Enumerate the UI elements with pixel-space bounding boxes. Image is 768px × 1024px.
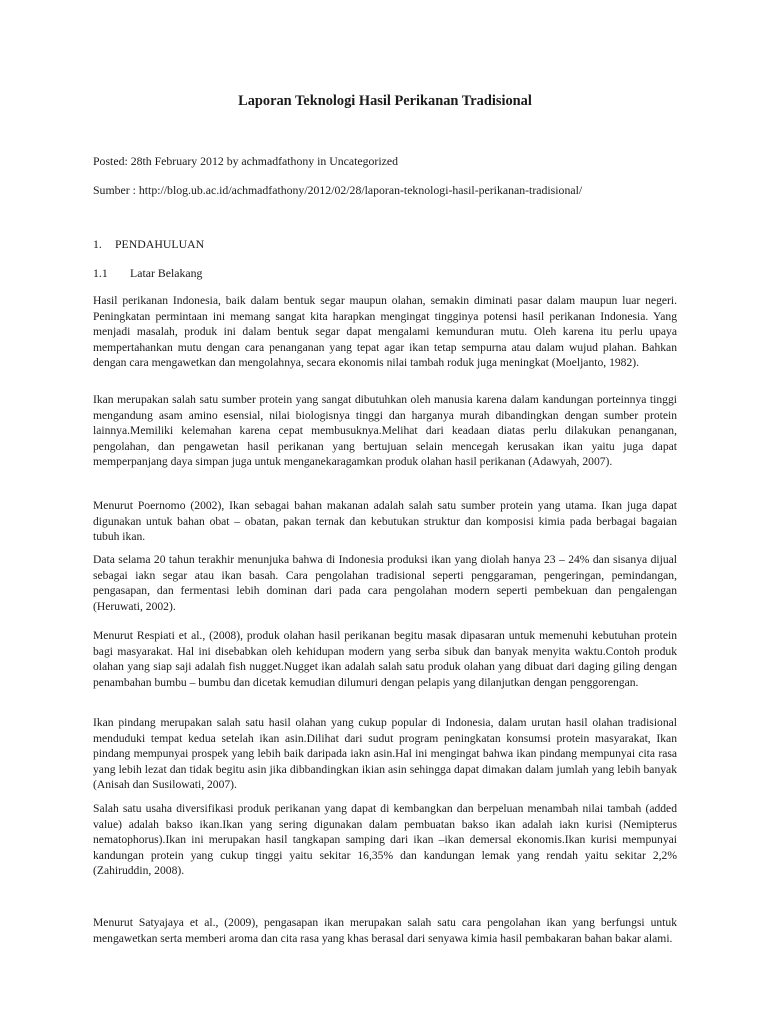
section-title: PENDAHULUAN [115, 237, 205, 251]
paragraph-4: Data selama 20 tahun terakhir menunjuka bahwa di Indonesia produksi ikan yang diolah hanya 23 – 24% dan sisanya dijual sebagai iakn segar atau ikan basah. Cara pengolahan tradisional seperti penggaraman, pengeringan, pemindangan, pengasapan, dan fermentasi lebih dominan dari pada cara pengolahan modern seperti pembekuan dan pengalengan (Heruwati, 2002). [93, 553, 677, 613]
source-line: Sumber : http://blog.ub.ac.id/achmadfathony/2012/02/28/laporan-teknologi-hasil-perikanan-tradisional/ [93, 183, 583, 197]
paragraph-7: Salah satu usaha diversifikasi produk perikanan yang dapat di kembangkan dan berpeluan menambah nilai tambah (added value) adalah bakso ikan.Ikan yang sering digunakan dalam pembuatan bakso ikan adalah iakn kurisi (Nemipterus nematophorus).Ikan ini merupakan hasil tangkapan samping dari ikan –ikan demersal ekonomis.Ikan kurisi mempunyai kandungan protein yang cukup tinggi yaitu sekitar 16,35% dan kandungan lemak yang rendah yaitu sekitar 2,2% (Zahiruddin, 2008). [93, 802, 677, 878]
paragraph-6: Ikan pindang merupakan salah satu hasil olahan yang cukup popular di Indonesia, dalam urutan hasil olahan tradisional menduduki tempat kedua setelah ikan asin.Dilihat dari sudut program peningkatan konsumsi protein masyarakat, Ikan pindang mempunyai prospek yang lebih baik daripada iakn asin.Hal ini mengingat bahwa ikan pindang mempunyai cita rasa yang lebih lezat dan tidak begitu asin jika dibbandingkan ikian asin sehingga dapat dimakan dalam jumlah yang lebih banyak (Anisah dan Susilowati, 2007). [93, 716, 677, 792]
posted-line: Posted: 28th February 2012 by achmadfathony in Uncategorized [93, 154, 399, 168]
section-heading-1-1 [93, 265, 202, 281]
section-number: 1.1 [93, 266, 108, 280]
section-title: Latar Belakang [130, 266, 203, 280]
section-number: 1. [93, 237, 102, 251]
paragraph-1: Hasil perikanan Indonesia, baik dalam bentuk segar maupun olahan, semakin diminati pasar dalam maupun luar negeri. Peningkatan permintaan ini memang sangat kita harapkan mengingat tingginya potensi hasil perikanan Indonesia. Yang menjadi masalah, produk ini dalam bentuk segar dapat mengalami kemunduran mutu. Oleh karena itu perlu upaya mempertahankan mutu dengan cara penanganan yang tepat agar ikan tetap sempurna atau dalam wujud plahan. Bahkan dengan cara mengawetkan dan mengolahnya, secara ekonomis nilai tambah roduk juga meningkat (Moeljanto, 1982). [93, 294, 677, 370]
paragraph-3: Menurut Poernomo (2002), Ikan sebagai bahan makanan adalah salah satu sumber protein yang utama. Ikan juga dapat digunakan untuk bahan obat – obatan, pakan ternak dan kebutukan struktur dan komposisi kimia pada berbagai bagaian tubuh ikan. [93, 499, 677, 544]
paragraph-2: Ikan merupakan salah satu sumber protein yang sangat dibutuhkan oleh manusia karena dalam kandungan porteinnya tinggi mengandung asam amino esensial, nilai biologisnya tinggi dan harganya murah dibandingkan dengan sumber protein lainnya.Memiliki kelemahan karena cepat membusuknya.Melihat dari keadaan diatas perlu dilakukan penanganan, pengolahan, dan pengawetan hasil perikanan yang bertujuan selain mencegah kerusakan ikan yaitu juga dapat memperpanjang daya simpan juga untuk menganekaragamkan produk olahan hasil perikanan (Adawyah, 2007). [93, 393, 677, 469]
paragraph-5: Menurut Respiati et al., (2008), produk olahan hasil perikanan begitu masak dipasaran untuk memenuhi kebutuhan protein bagi masyarakat. Hal ini disebabkan oleh kehidupan modern yang serba sibuk dan banyak menyita waktu.Contoh produk olahan yang siap saji adalah fish nugget.Nugget ikan adalah salah satu produk olahan yang dibuat dari daging giling dengan penambahan bumbu – bumbu dan dicetak kemudian dilumuri dengan pelapis yang dilanjutkan dengan penggorengan. [93, 629, 677, 689]
paragraph-8: Menurut Satyajaya et al., (2009), pengasapan ikan merupakan salah satu cara pengolahan ikan yang berfungsi untuk mengawetkan serta memberi aroma dan cita rasa yang khas berasal dari senyawa kimia hasil pembakaran bahan bakar alami. [93, 916, 677, 945]
document-title: Laporan Teknologi Hasil Perikanan Tradisional [238, 93, 532, 109]
section-heading-1 [93, 236, 204, 252]
